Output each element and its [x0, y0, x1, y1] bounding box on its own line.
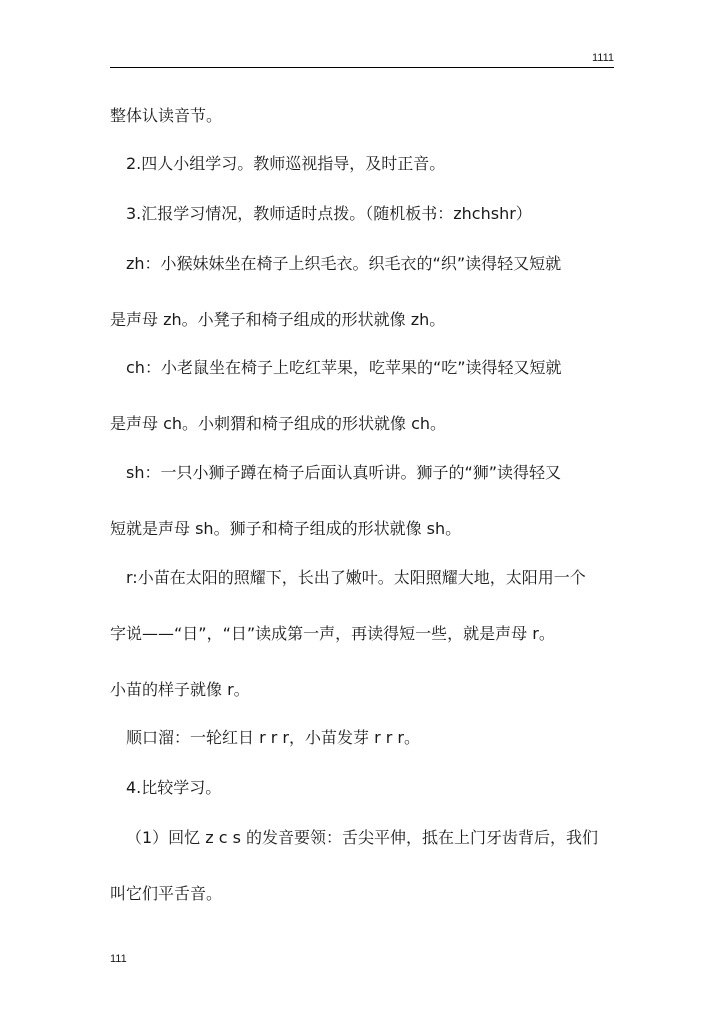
paragraph-line: zh：小猴妹妹坐在椅子上织毛衣。织毛衣的“织”读得轻又短就 — [126, 254, 562, 273]
header-page-number: 1111 — [591, 52, 614, 64]
paragraph-line: 短就是声母 sh。狮子和椅子组成的形状就像 sh。 — [110, 519, 462, 538]
paragraph-line: sh：一只小狮子蹲在椅子后面认真听讲。狮子的“狮”读得轻又 — [126, 463, 562, 482]
footer-page-number: 111 — [110, 953, 127, 965]
paragraph-line: 顺口溜：一轮红日 r r r，小苗发芽 r r r。 — [126, 728, 420, 747]
paragraph-line: 2.四人小组学习。教师巡视指导，及时正音。 — [126, 154, 446, 173]
paragraph-line: 小苗的样子就像 r。 — [110, 680, 250, 699]
paragraph-line: 3.汇报学习情况，教师适时点拨。（随机板书：zhchshr） — [126, 204, 532, 223]
paragraph-line: 整体认读音节。 — [110, 106, 223, 125]
paragraph-line: 叫它们平舌音。 — [110, 884, 223, 903]
paragraph-line: （1）回忆 z c s 的发音要领：舌尖平伸，抵在上门牙齿背后，我们 — [126, 828, 599, 847]
paragraph-line: 是声母 ch。小刺猬和椅子组成的形状就像 ch。 — [110, 414, 447, 433]
paragraph-line: 是声母 zh。小凳子和椅子组成的形状就像 zh。 — [110, 310, 446, 329]
paragraph-line: 字说——“日”，“日”读成第一声，再读得短一些，就是声母 r。 — [110, 624, 555, 643]
paragraph-line: r:小苗在太阳的照耀下，长出了嫩叶。太阳照耀大地，太阳用一个 — [126, 568, 586, 587]
paragraph-line: 4.比较学习。 — [126, 778, 222, 797]
header-rule — [110, 67, 614, 68]
paragraph-line: ch：小老鼠坐在椅子上吃红苹果，吃苹果的“吃”读得轻又短就 — [126, 358, 562, 377]
